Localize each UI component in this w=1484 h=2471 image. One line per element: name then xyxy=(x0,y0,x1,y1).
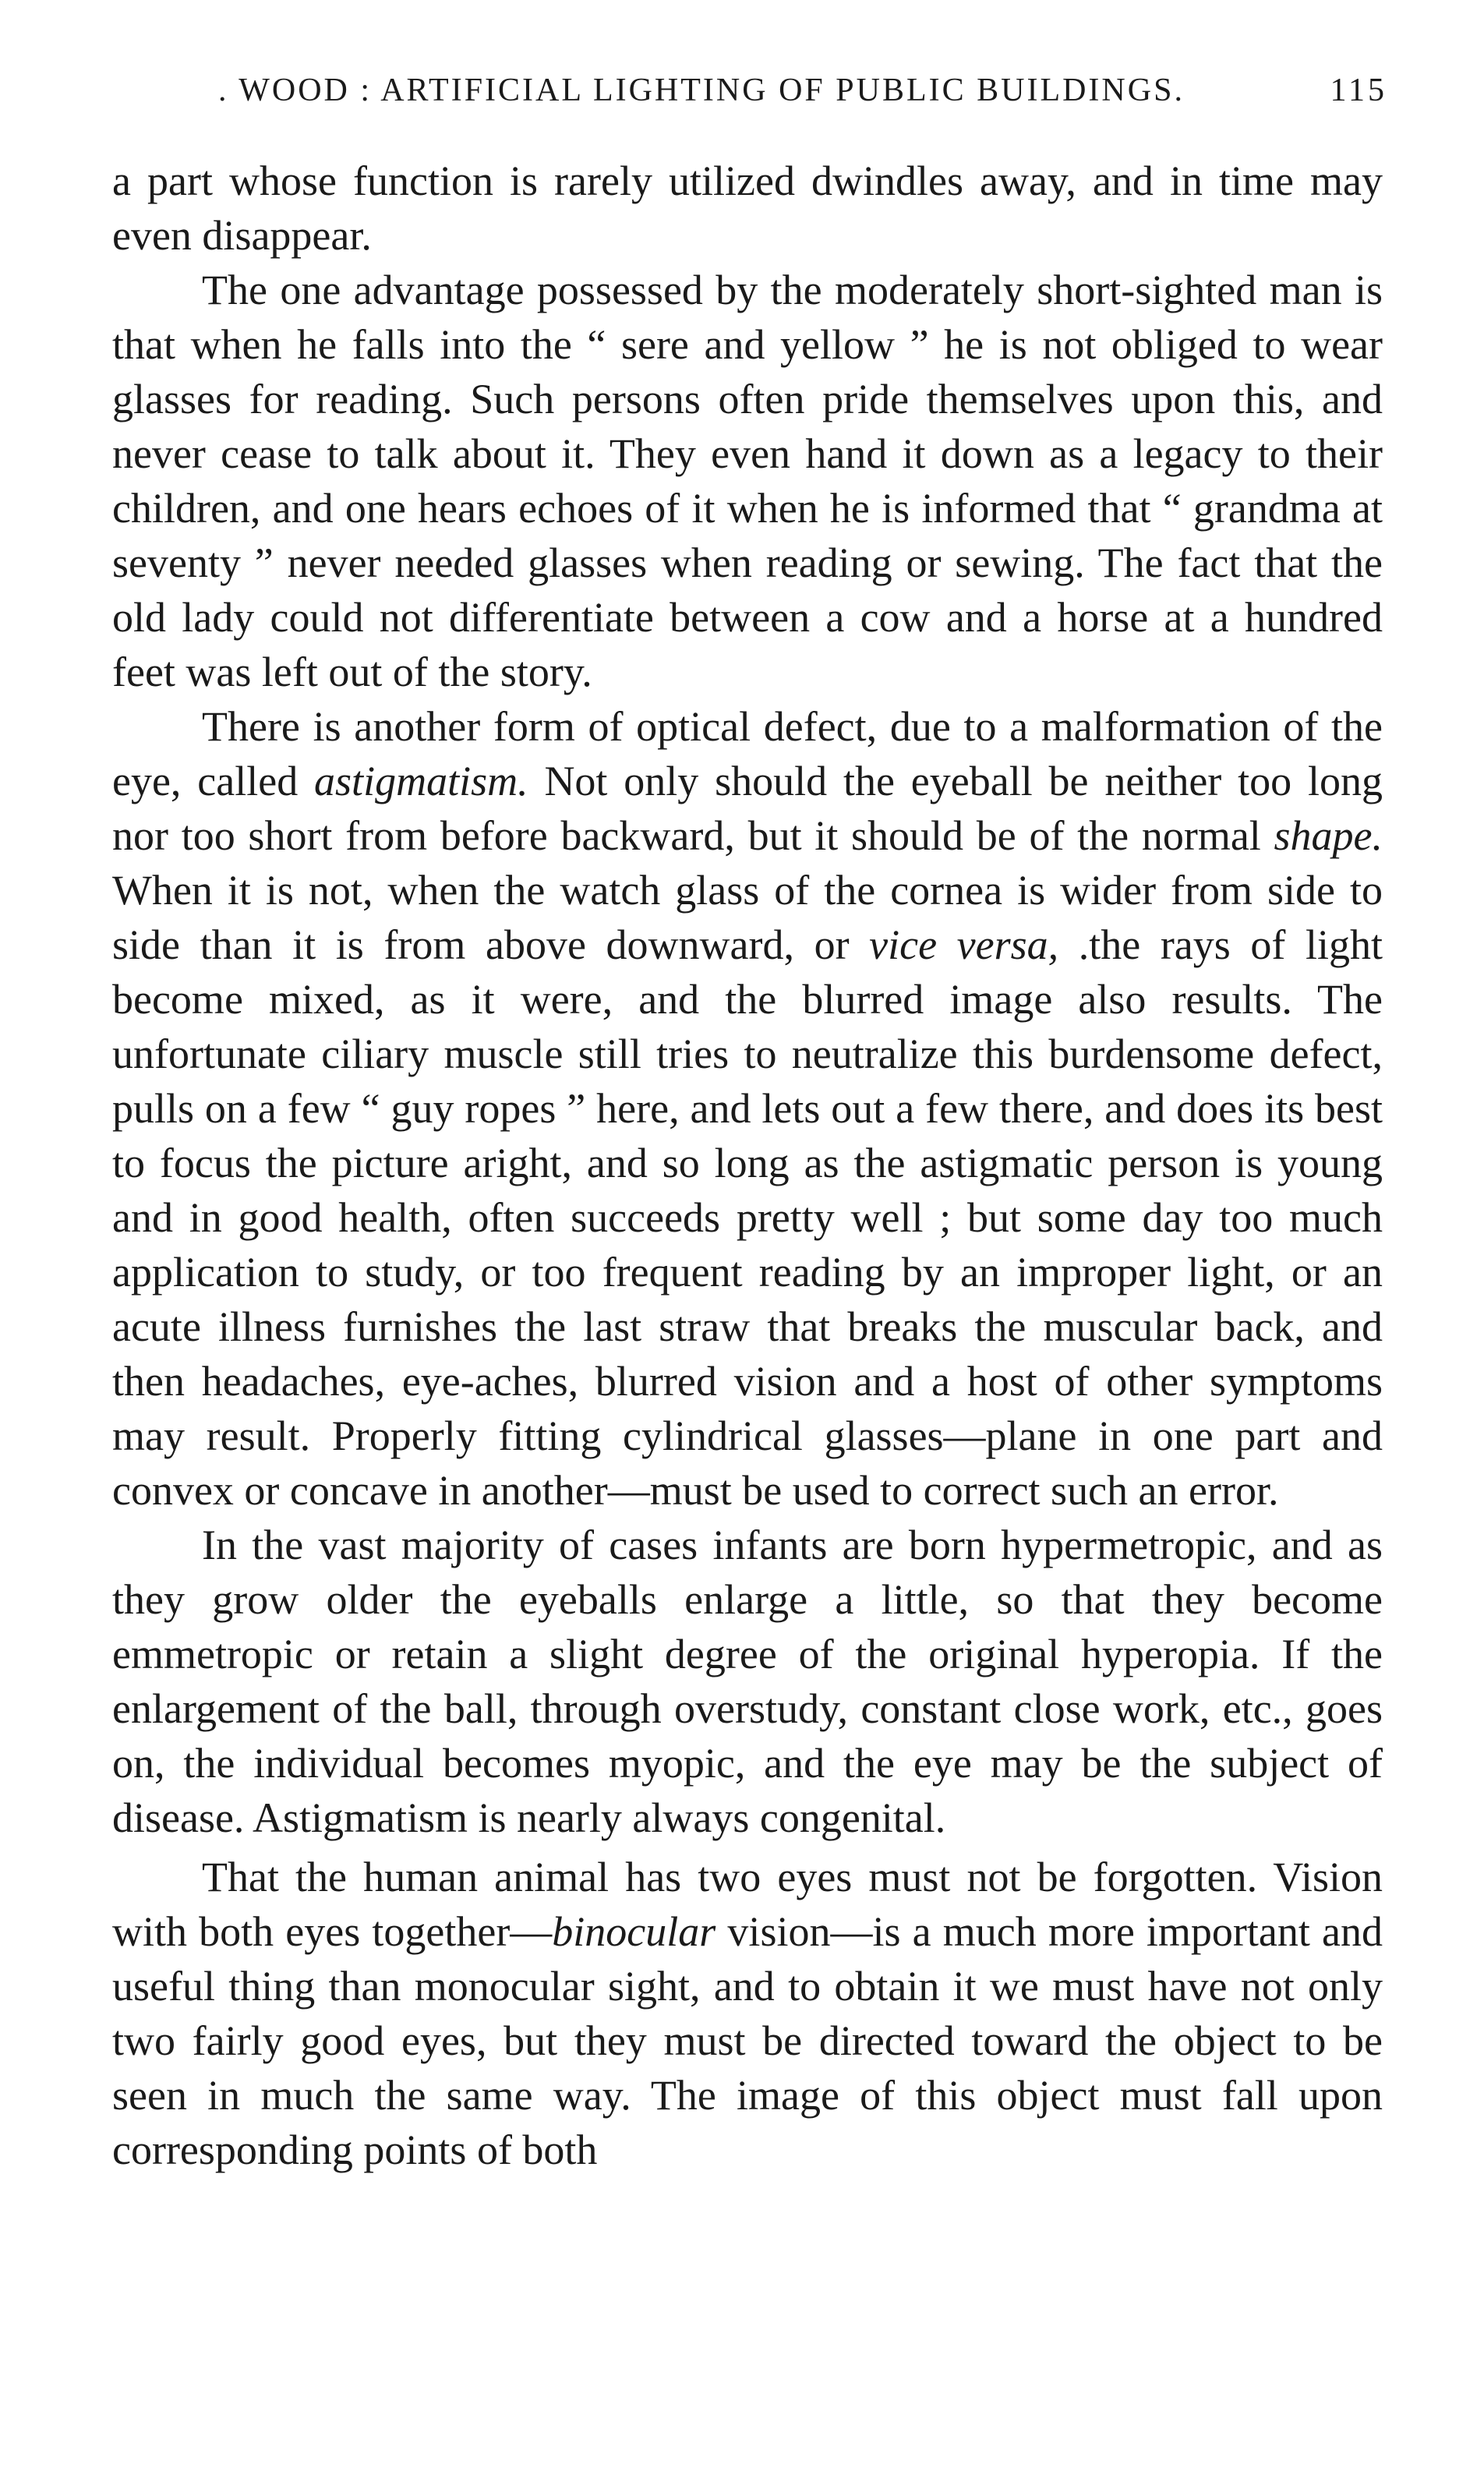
paragraph-1-continuation: a part whose function is rarely utilized dwindles away, and in time may even disappear. xyxy=(112,157,1383,259)
shape-term: shape. xyxy=(1274,812,1383,859)
binocular-text-2: vision—is a much more important and useful thing than monocular sight, and to obtain it we must have not only two fairly good eyes, but they must be directed toward the object to be seen in much the same way. The image of this object must fall upon corresponding points of both xyxy=(112,1908,1383,2173)
running-head xyxy=(218,72,1387,109)
astigmatism-text-4: .the rays of light become mixed, as it were, and the blurred image also results. The unfortunate ciliary muscle still tries to neutralize this burdensome defect, pulls on a few “ guy ropes ” here, and lets out a few there, and does its best to focus the picture aright, and so long as the astigmatic person is young and in good health, often succeeds pretty well ; but some day too much application to study, or too frequent reading by an improper light, or an acute illness furnishes the last straw that breaks the muscular back, and then headaches, eye-aches, blurred vision and a host of other symptoms may result. Properly fitting cylindrical glasses—plane in one part and convex or concave in another—must be used to correct such an error. xyxy=(112,921,1383,1514)
astigmatism-text-1: There is another form of optical defect, due to a malformation of the eye, called xyxy=(112,703,1383,804)
binocular-text-1: That the human animal has two eyes must not be forgotten. Vision with both eyes together— xyxy=(112,1854,1383,1955)
binocular-term: binocular xyxy=(552,1908,716,1955)
body-text xyxy=(112,154,1383,2177)
running-title: . WOOD : ARTIFICIAL LIGHTING OF PUBLIC BUILDINGS. xyxy=(218,72,1185,108)
astigmatism-text-2: Not only should the eyeball be neither too long nor too short from before backward, but it should be of the normal xyxy=(112,758,1383,859)
paragraph-binocular xyxy=(112,1850,1383,2177)
page-number: 115 xyxy=(1330,72,1387,108)
paragraph-infants: In the vast majority of cases infants are born hypermetropic, and as they grow older the eyeballs enlarge a little, so that they become emmetropic or retain a slight degree of the original hyperopia. If the enlargement of the ball, through overstudy, constant close work, etc., goes on, the individual becomes myopic, and the eye may be the subject of disease. Astigmatism is nearly always congenital. xyxy=(112,1522,1383,1841)
paragraph-astigmatism xyxy=(112,699,1383,1518)
astigmatism-term: astigmatism. xyxy=(314,758,528,804)
paragraph-short-sighted: The one advantage possessed by the moderately short-sighted man is that when he falls into the “ sere and yellow ” he is not obliged to wear glasses for reading. Such persons often pride themselves upon this, and never cease to talk about it. They even hand it down as a legacy to their children, and one hears echoes of it when he is informed that “ grandma at seventy ” never needed glasses when reading or sewing. The fact that the old lady could not differentiate between a cow and a horse at a hundred feet was left out of the story. xyxy=(112,267,1383,695)
vice-versa-term: vice versa, xyxy=(869,921,1059,968)
astigmatism-text-3: When it is not, when the watch glass of the cornea is wider from side to side than it is from above downward, or xyxy=(112,867,1383,968)
